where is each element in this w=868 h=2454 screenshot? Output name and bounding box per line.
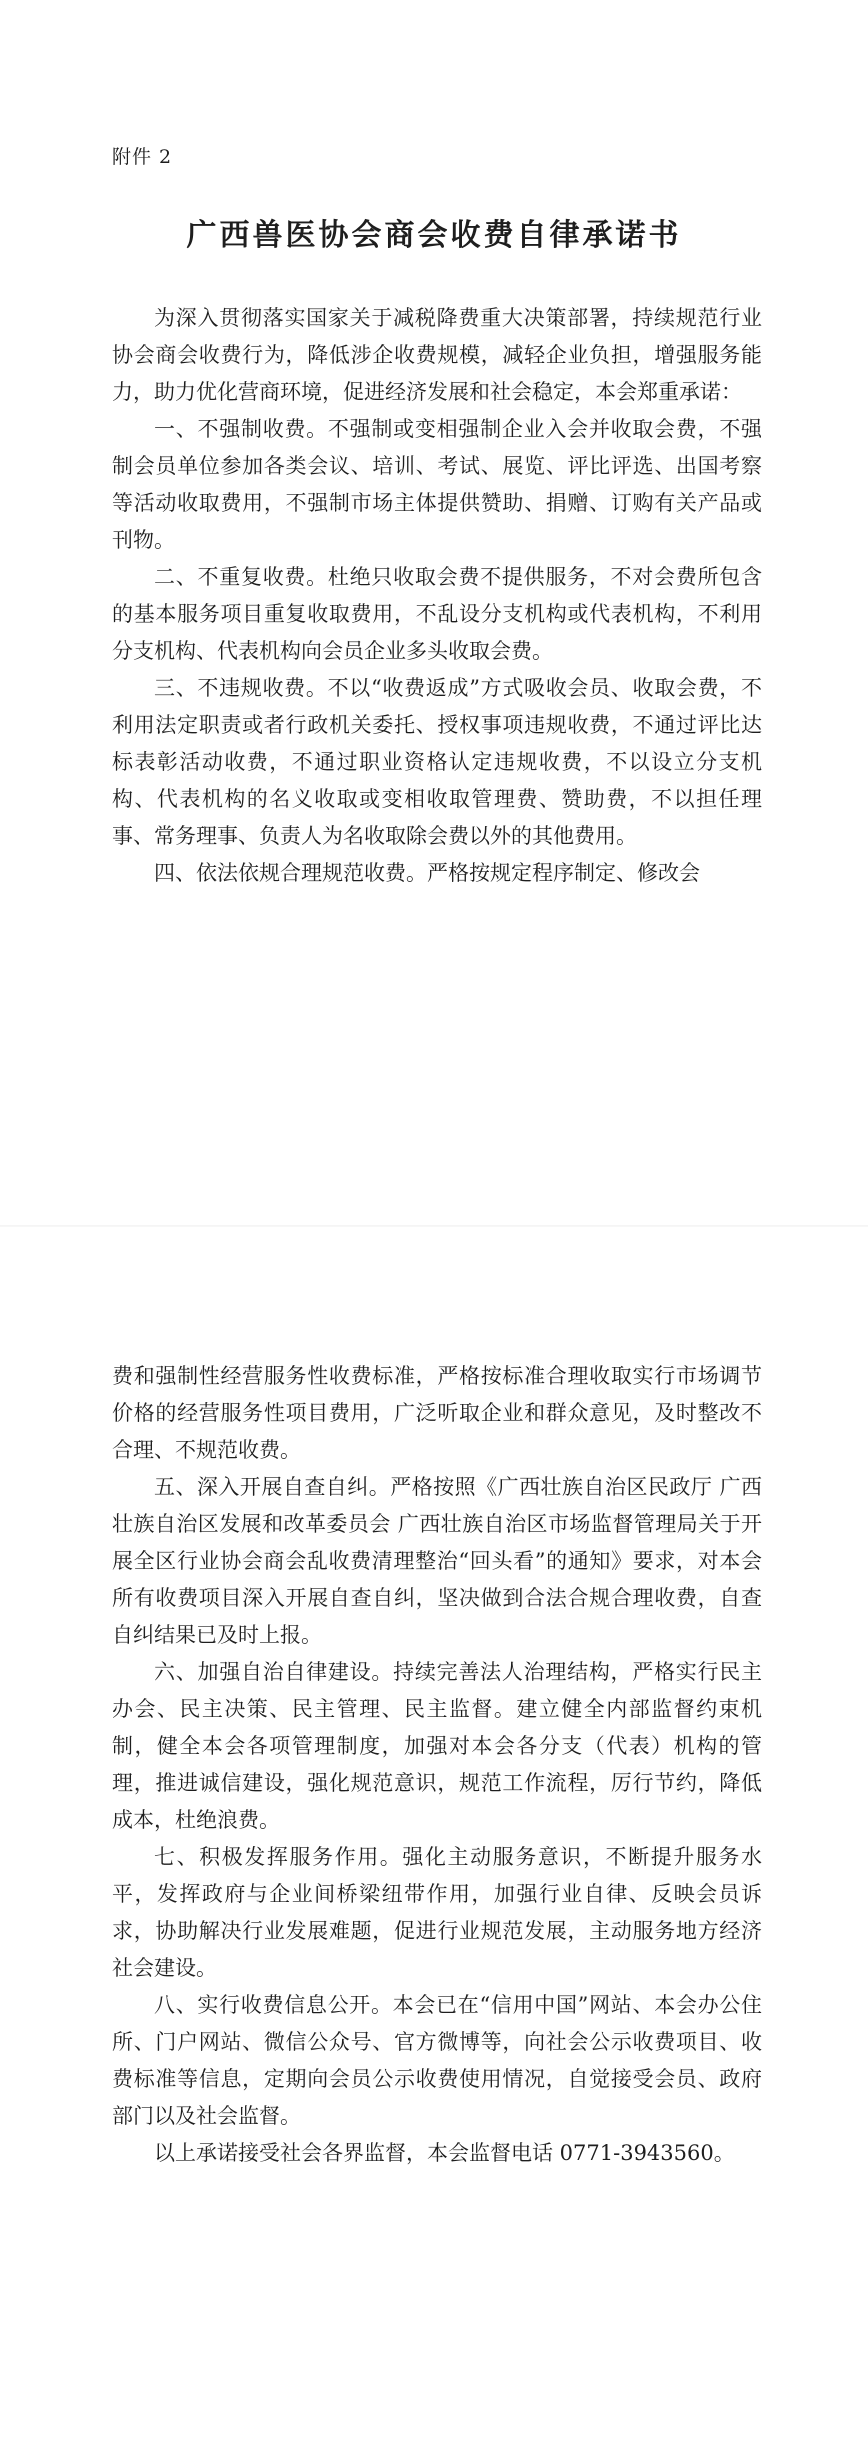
closing-paragraph: 以上承诺接受社会各界监督，本会监督电话 0771-3943560。 <box>154 2141 735 2165</box>
intro-paragraph: 为深入贯彻落实国家关于减税降费重大决策部署，持续规范行业协会商会收费行为，降低涉企收费规模，减轻企业负担，增强服务能力，助力优化营商环境，促进经济发展和社会稳定，本会郑重承诺： <box>112 306 762 404</box>
commitment-6-paragraph: 六、加强自治自律建设。持续完善法人治理结构，严格实行民主办会、民主决策、民主管理、民主监督。建立健全内部监督约束机制，健全本会各项管理制度，加强对本会各分支（代表）机构的管理，推进诚信建设，强化规范意识，规范工作流程，厉行节约，降低成本，杜绝浪费。 <box>112 1660 762 1832</box>
document-title: 广西兽医协会商会收费自律承诺书 <box>186 218 682 253</box>
page2-body <box>112 1358 762 2172</box>
commitment-4-paragraph-start: 四、依法依规合理规范收费。严格按规定程序制定、修改会 <box>154 861 700 885</box>
commitment-3-paragraph: 三、不违规收费。不以“收费返成”方式吸收会员、收取会费，不利用法定职责或者行政机关委托、授权事项违规收费，不通过评比达标表彰活动收费，不通过职业资格认定违规收费，不以设立分支机构、代表机构的名义收取或变相收取管理费、赞助费，不以担任理事、常务理事、负责人为名收取除会费以外的其他费用。 <box>112 676 762 848</box>
attachment-label: 附件 2 <box>112 146 173 168</box>
commitment-8-paragraph: 八、实行收费信息公开。本会已在“信用中国”网站、本会办公住所、门户网站、微信公众号、官方微博等，向社会公示收费项目、收费标准等信息，定期向会员公示收费使用情况，自觉接受会员、政府部门以及社会监督。 <box>112 1993 762 2128</box>
commitment-1-paragraph: 一、不强制收费。不强制或变相强制企业入会并收取会费，不强制会员单位参加各类会议、培训、考试、展览、评比评选、出国考察等活动收取费用，不强制市场主体提供赞助、捐赠、订购有关产品或刊物。 <box>112 417 762 552</box>
commitment-7-paragraph: 七、积极发挥服务作用。强化主动服务意识，不断提升服务水平，发挥政府与企业间桥梁纽带作用，加强行业自律、反映会员诉求，协助解决行业发展难题，促进行业规范发展，主动服务地方经济社会建设。 <box>112 1845 762 1980</box>
commitment-5-paragraph: 五、深入开展自查自纠。严格按照《广西壮族自治区民政厅 广西壮族自治区发展和改革委员会 广西壮族自治区市场监督管理局关于开展全区行业协会商会乱收费清理整治“回头看”的通知》要求，对本会所有收费项目深入开展自查自纠，坚决做到合法合规合理收费，自查自纠结果已及时上报。 <box>112 1475 762 1647</box>
commitment-4-paragraph-end: 费和强制性经营服务性收费标准，严格按标准合理收取实行市场调节价格的经营服务性项目费用，广泛听取企业和群众意见，及时整改不合理、不规范收费。 <box>112 1364 762 1462</box>
commitment-2-paragraph: 二、不重复收费。杜绝只收取会费不提供服务，不对会费所包含的基本服务项目重复收取费用，不乱设分支机构或代表机构，不利用分支机构、代表机构向会员企业多头收取会费。 <box>112 565 762 663</box>
page1-body <box>112 300 762 892</box>
